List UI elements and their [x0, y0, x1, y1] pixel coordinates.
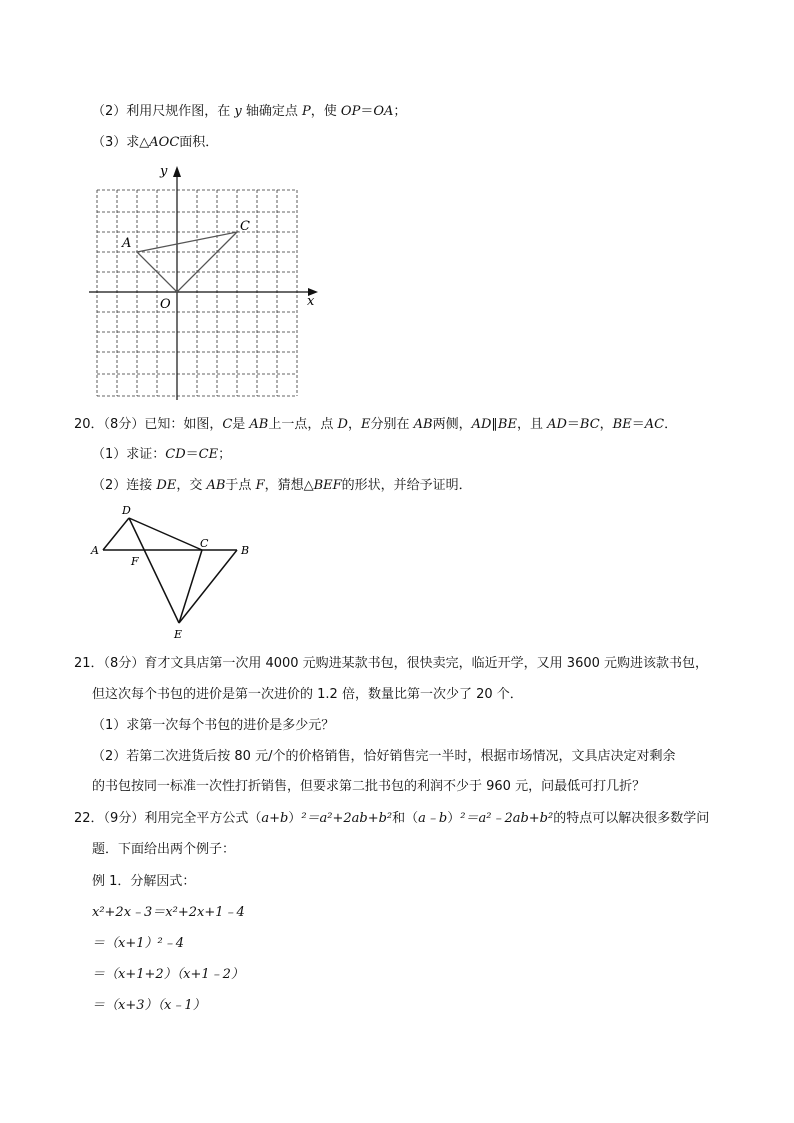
q19-part3 — [92, 134, 218, 152]
var: DE — [156, 478, 177, 493]
x-axis-label: x — [307, 294, 315, 309]
segment-ad — [103, 518, 129, 550]
q21-line2: 但这次每个书包的进价是第一次进价的 1.2 倍，数量比第一次少了 20 个． — [92, 687, 523, 702]
q22-step-2: ＝（x+1）²﹣4 — [92, 936, 184, 951]
q20-part1 — [92, 446, 231, 464]
q20-stem — [74, 416, 677, 434]
text: ∥ — [491, 417, 498, 432]
point-b-label: B — [241, 544, 250, 557]
text: 面积． — [179, 135, 219, 150]
var: AD — [471, 417, 492, 432]
text: ＝ — [631, 417, 645, 432]
var-aoc: AOC — [149, 135, 180, 150]
text: 22．（9分）利用完全平方公式（ — [74, 811, 262, 826]
q22-line1 — [74, 810, 709, 828]
text: ，使 — [310, 104, 341, 119]
q22-example: 例 1．分解因式： — [92, 874, 196, 889]
var: AB — [206, 478, 226, 493]
point-e-label: E — [174, 628, 183, 641]
segment-de — [129, 518, 179, 623]
q22-line2: 题．下面给出两个例子： — [92, 842, 236, 857]
grid-lines — [97, 190, 297, 396]
var: BC — [579, 417, 600, 432]
axes — [89, 166, 318, 400]
text: 两侧， — [432, 417, 472, 432]
var: CE — [198, 447, 219, 462]
q21-line1: 21．（8分）育才文具店第一次用 4000 元购进某款书包，很快卖完，临近开学，又用 3600 元购进该款书包， — [74, 656, 709, 671]
var: E — [360, 417, 371, 432]
y-axis-label: y — [160, 164, 168, 179]
text: ，且 — [516, 417, 548, 432]
formula: a+b — [261, 811, 289, 826]
text: ＝ — [185, 447, 199, 462]
var: AC — [644, 417, 665, 432]
var: BEF — [313, 478, 342, 493]
q19-part2 — [92, 103, 406, 121]
text: （2）连接 — [92, 478, 157, 493]
text: ，猜想△ — [264, 478, 314, 493]
text: ； — [218, 447, 232, 462]
q22-step-3: ＝（x+1+2）（x+1﹣2） — [92, 967, 244, 982]
geometry-figure — [86, 503, 266, 643]
text: 的形状，并给予证明． — [341, 478, 472, 493]
text: 20．（8分）已知：如图， — [74, 417, 223, 432]
text: ， — [599, 417, 613, 432]
var-y: y — [234, 104, 242, 119]
text: 是 — [232, 417, 250, 432]
text: 轴确定点 — [241, 104, 303, 119]
segment-be — [179, 550, 237, 623]
triangle-aoc — [137, 232, 237, 292]
var: C — [222, 417, 233, 432]
q21-part2-line1: （2）若第二次进货后按 80 元/个的价格销售，恰好销售完一半时，根据市场情况，文具店决定对剩余 — [92, 749, 676, 764]
text: （3）求△ — [92, 135, 150, 150]
point-c-label: C — [240, 219, 250, 234]
text: 于点 — [225, 478, 256, 493]
var: AD — [547, 417, 567, 432]
y-axis-arrow-icon — [173, 166, 181, 177]
text: （1）求证： — [92, 447, 166, 462]
var-op: OP — [340, 104, 361, 119]
text: ＝ — [566, 417, 580, 432]
point-d-label: D — [122, 504, 131, 517]
text: ） — [447, 811, 461, 826]
text: 的特点可以解决很多数学问 — [553, 811, 710, 826]
q22-step-4: ＝（x+3）（x﹣1） — [92, 998, 206, 1013]
text: （2）利用尺规作图，在 — [92, 104, 235, 119]
text: ； — [393, 104, 407, 119]
var-p: P — [302, 104, 311, 119]
q21-part1: （1）求第一次每个书包的进价是多少元？ — [92, 718, 335, 733]
var-oa: OA — [373, 104, 394, 119]
formula: a﹣b — [418, 811, 448, 826]
formula: ²＝a²﹣2ab+b² — [460, 811, 554, 826]
text: 分别在 — [370, 417, 414, 432]
var: AB — [249, 417, 269, 432]
point-f-label: F — [131, 555, 139, 568]
coordinate-grid-figure — [86, 160, 326, 405]
point-c-label: C — [200, 537, 209, 550]
point-a-label: A — [91, 544, 99, 557]
var: BE — [497, 417, 517, 432]
q20-part2 — [92, 477, 472, 495]
text: 上一点，点 — [268, 417, 338, 432]
var: F — [255, 478, 265, 493]
var: AB — [413, 417, 433, 432]
text: ，交 — [176, 478, 207, 493]
origin-label: O — [160, 297, 171, 312]
var: D — [337, 417, 348, 432]
text: ． — [664, 417, 678, 432]
q21-part2-line2: 的书包按同一标准一次性打折销售，但要求第二批书包的利润不少于 960 元，问最低可打几折？ — [92, 779, 646, 794]
segment-ce — [179, 550, 202, 623]
text: ， — [347, 417, 361, 432]
point-a-label: A — [122, 236, 132, 251]
formula: ²＝a²+2ab+b² — [301, 811, 393, 826]
segment-dc — [129, 518, 202, 550]
var: CD — [165, 447, 186, 462]
text: ） — [288, 811, 302, 826]
text: 和（ — [392, 811, 419, 826]
var: BE — [612, 417, 632, 432]
text: ＝ — [360, 104, 374, 119]
q22-step-1: x²+2x﹣3＝x²+2x+1﹣4 — [92, 905, 245, 920]
